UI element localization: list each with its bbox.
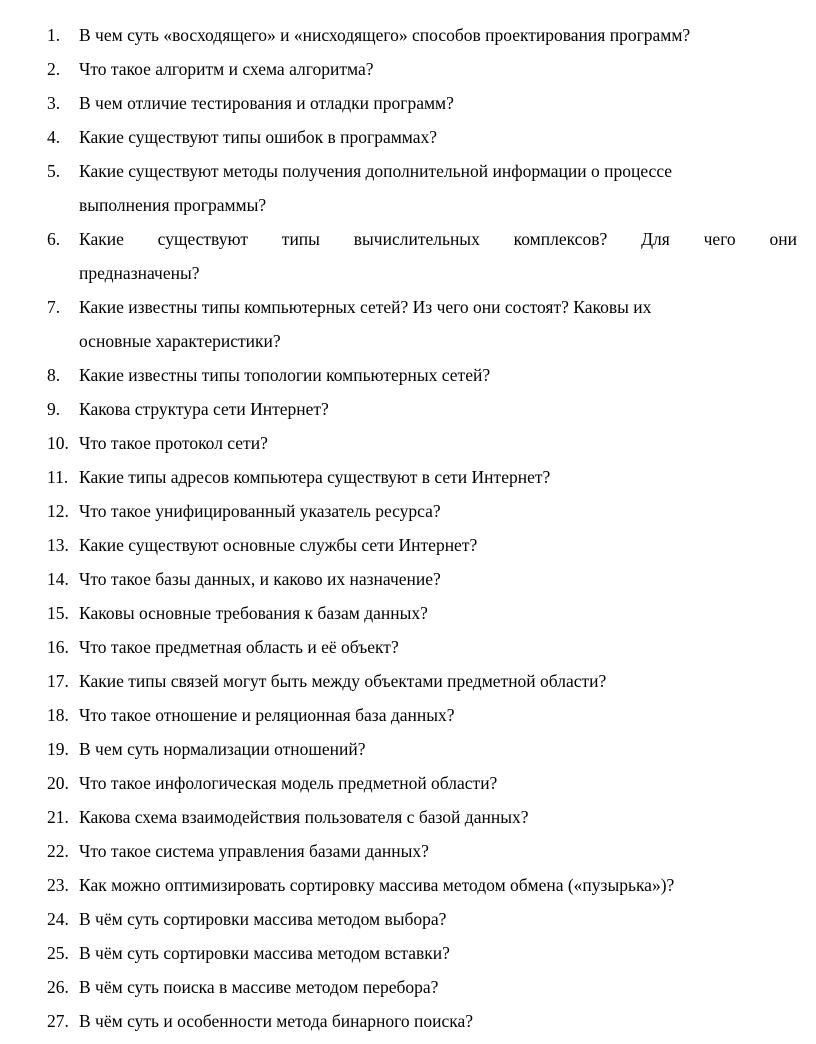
question-text bbox=[79, 970, 797, 1004]
question-text bbox=[79, 392, 797, 426]
question-line: предназначены? bbox=[79, 263, 200, 283]
question-text bbox=[79, 154, 797, 222]
list-item bbox=[0, 392, 816, 426]
question-line: основные характеристики? bbox=[79, 331, 281, 351]
list-item bbox=[0, 120, 816, 154]
question-list bbox=[0, 18, 816, 1038]
question-number: 17. bbox=[47, 671, 69, 691]
question-text bbox=[79, 596, 797, 630]
list-item bbox=[0, 834, 816, 868]
question-line: Какие существуют методы получения дополнительной информации о процессе bbox=[79, 161, 673, 181]
question-number: 3. bbox=[47, 93, 61, 113]
question-line: В чём суть поиска в массиве методом перебора? bbox=[79, 977, 439, 997]
list-item bbox=[0, 18, 816, 52]
list-item bbox=[0, 358, 816, 392]
list-item bbox=[0, 154, 816, 222]
question-number: 25. bbox=[47, 943, 69, 963]
question-text bbox=[79, 732, 797, 766]
list-item bbox=[0, 528, 816, 562]
list-item bbox=[0, 1004, 816, 1038]
question-number: 26. bbox=[47, 977, 69, 997]
question-number: 5. bbox=[47, 161, 61, 181]
list-item bbox=[0, 426, 816, 460]
question-text bbox=[79, 868, 797, 902]
question-text bbox=[79, 766, 797, 800]
question-number: 12. bbox=[47, 501, 69, 521]
question-number: 14. bbox=[47, 569, 69, 589]
question-line: Что такое базы данных, и каково их назначение? bbox=[79, 569, 441, 589]
question-text bbox=[79, 562, 797, 596]
question-line: В чём суть сортировки массива методом вставки? bbox=[79, 943, 450, 963]
question-line: В чём суть сортировки массива методом выбора? bbox=[79, 909, 447, 929]
question-line: Что такое предметная область и её объект? bbox=[79, 637, 399, 657]
question-line: В чем суть нормализации отношений? bbox=[79, 739, 366, 759]
question-text bbox=[79, 664, 797, 698]
list-item bbox=[0, 596, 816, 630]
question-text bbox=[79, 222, 797, 290]
list-item bbox=[0, 902, 816, 936]
list-item bbox=[0, 970, 816, 1004]
question-number: 1. bbox=[47, 25, 61, 45]
list-item bbox=[0, 698, 816, 732]
question-text bbox=[79, 1004, 797, 1038]
list-item bbox=[0, 800, 816, 834]
question-line: В чем суть «восходящего» и «нисходящего» способов проектирования программ? bbox=[79, 25, 691, 45]
question-text bbox=[79, 86, 797, 120]
question-number: 9. bbox=[47, 399, 61, 419]
question-number: 6. bbox=[47, 229, 61, 249]
question-line: Что такое алгоритм и схема алгоритма? bbox=[79, 59, 374, 79]
question-text bbox=[79, 494, 797, 528]
question-number: 22. bbox=[47, 841, 69, 861]
question-line: Какие существуют основные службы сети Интернет? bbox=[79, 535, 478, 555]
question-number: 7. bbox=[47, 297, 61, 317]
question-line: Какие типы связей могут быть между объектами предметной области? bbox=[79, 671, 607, 691]
question-line: Какова схема взаимодействия пользователя с базой данных? bbox=[79, 807, 529, 827]
question-line: Что такое система управления базами данных? bbox=[79, 841, 429, 861]
question-line: выполнения программы? bbox=[79, 195, 267, 215]
question-line: Что такое инфологическая модель предметной области? bbox=[79, 773, 498, 793]
question-number: 11. bbox=[47, 467, 69, 487]
question-number: 16. bbox=[47, 637, 69, 657]
list-item bbox=[0, 222, 816, 290]
question-line: Как можно оптимизировать сортировку массива методом обмена («пузырька»)? bbox=[79, 875, 675, 895]
question-text bbox=[79, 630, 797, 664]
question-text bbox=[79, 426, 797, 460]
question-text bbox=[79, 18, 797, 52]
question-number: 15. bbox=[47, 603, 69, 623]
question-number: 4. bbox=[47, 127, 61, 147]
list-item bbox=[0, 630, 816, 664]
question-line: Что такое протокол сети? bbox=[79, 433, 268, 453]
question-text bbox=[79, 358, 797, 392]
question-line: Что такое отношение и реляционная база данных? bbox=[79, 705, 455, 725]
question-line: Какие типы адресов компьютера существуют в сети Интернет? bbox=[79, 467, 551, 487]
list-item bbox=[0, 868, 816, 902]
question-line: Какие известны типы топологии компьютерных сетей? bbox=[79, 365, 491, 385]
question-text bbox=[79, 52, 797, 86]
list-item bbox=[0, 86, 816, 120]
question-text bbox=[79, 120, 797, 154]
question-line: Какие известны типы компьютерных сетей? Из чего они состоят? Каковы их bbox=[79, 297, 652, 317]
list-item bbox=[0, 494, 816, 528]
question-number: 20. bbox=[47, 773, 69, 793]
list-item bbox=[0, 562, 816, 596]
question-number: 10. bbox=[47, 433, 69, 453]
list-item bbox=[0, 52, 816, 86]
question-line: Какие существуют типы вычислительных комплексов? Для чего они bbox=[79, 229, 797, 249]
question-line: В чем отличие тестирования и отладки программ? bbox=[79, 93, 454, 113]
question-line: Каковы основные требования к базам данных? bbox=[79, 603, 428, 623]
list-item bbox=[0, 732, 816, 766]
question-line: В чём суть и особенности метода бинарного поиска? bbox=[79, 1011, 474, 1031]
question-text bbox=[79, 800, 797, 834]
question-number: 2. bbox=[47, 59, 61, 79]
question-line: Какие существуют типы ошибок в программах? bbox=[79, 127, 438, 147]
question-text bbox=[79, 698, 797, 732]
question-text bbox=[79, 902, 797, 936]
question-text bbox=[79, 460, 797, 494]
list-item bbox=[0, 290, 816, 358]
question-number: 18. bbox=[47, 705, 69, 725]
list-item bbox=[0, 936, 816, 970]
question-number: 24. bbox=[47, 909, 69, 929]
question-line: Что такое унифицированный указатель ресурса? bbox=[79, 501, 441, 521]
question-text bbox=[79, 290, 797, 358]
list-item bbox=[0, 460, 816, 494]
question-line: Какова структура сети Интернет? bbox=[79, 399, 329, 419]
question-number: 23. bbox=[47, 875, 69, 895]
question-number: 19. bbox=[47, 739, 69, 759]
question-number: 8. bbox=[47, 365, 61, 385]
list-item bbox=[0, 766, 816, 800]
question-text bbox=[79, 528, 797, 562]
question-text bbox=[79, 834, 797, 868]
list-item bbox=[0, 664, 816, 698]
question-number: 21. bbox=[47, 807, 69, 827]
question-text bbox=[79, 936, 797, 970]
question-number: 13. bbox=[47, 535, 69, 555]
question-number: 27. bbox=[47, 1011, 69, 1031]
